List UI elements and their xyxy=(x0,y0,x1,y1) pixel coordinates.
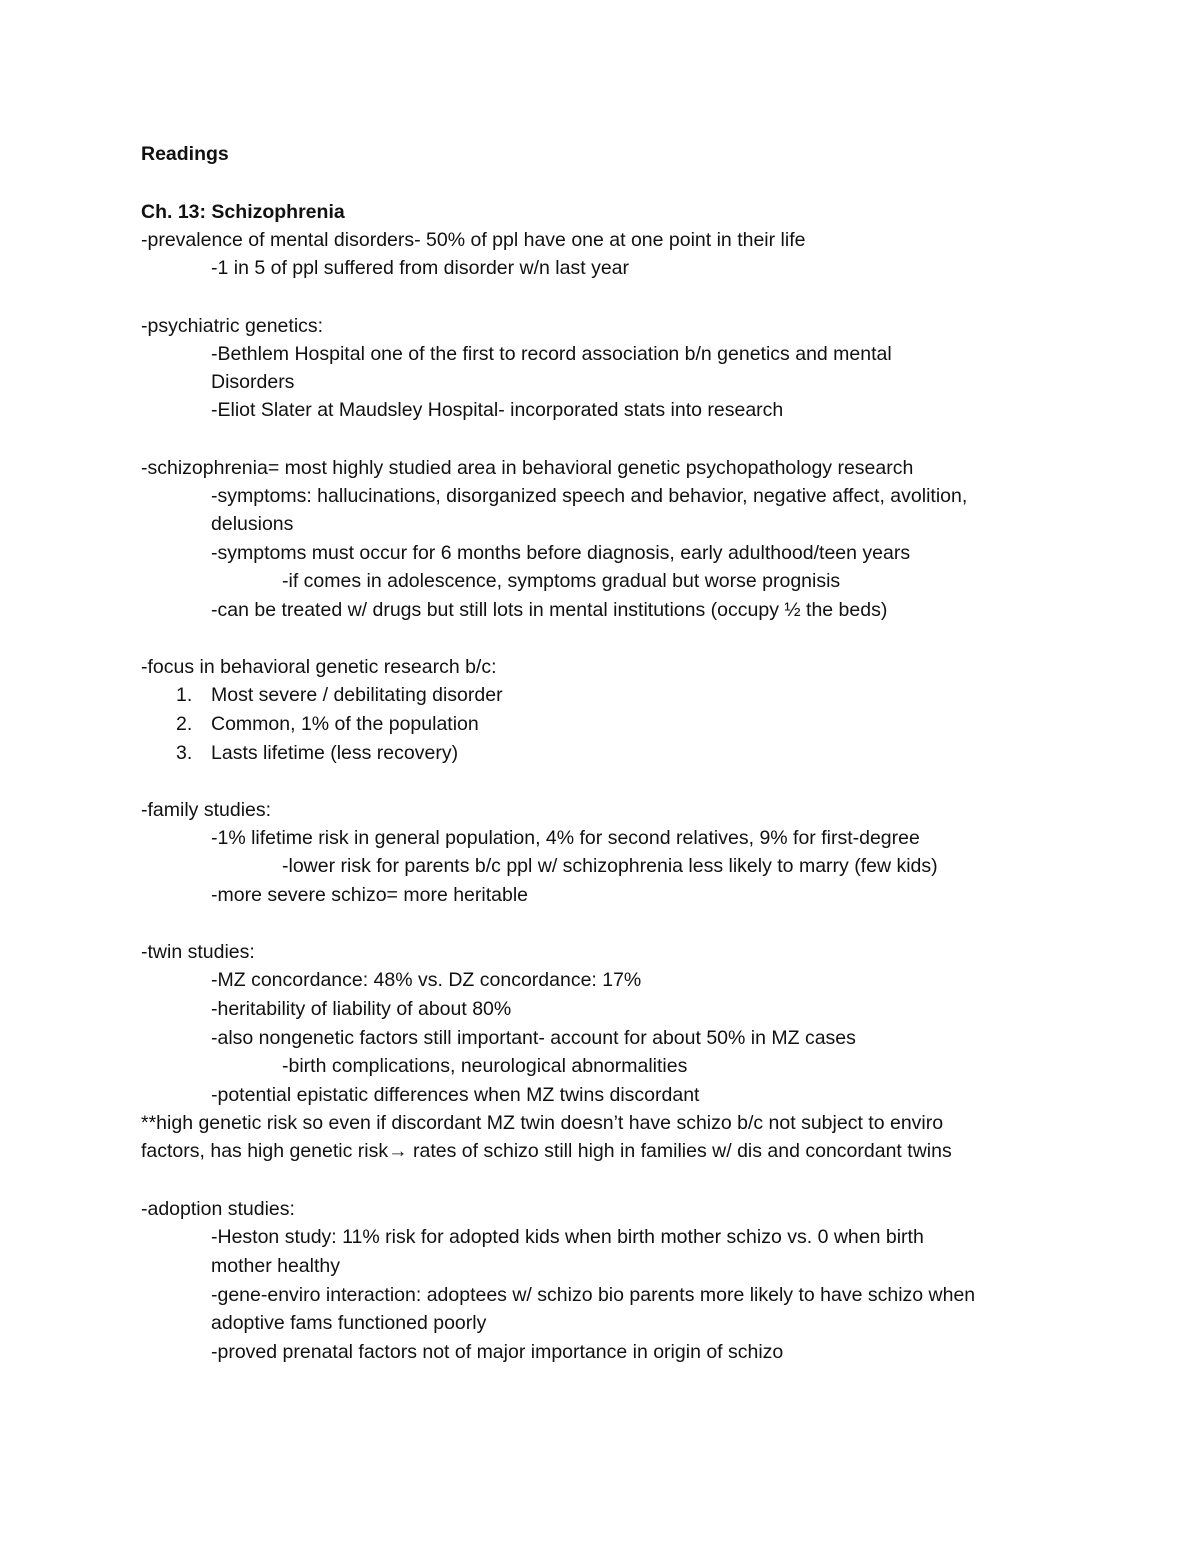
focus-title: -focus in behavioral genetic research b/c: xyxy=(141,656,497,678)
adoption-title: -adoption studies: xyxy=(141,1198,295,1220)
symptoms-line-cont: delusions xyxy=(211,513,294,535)
heston-line-cont: mother healthy xyxy=(211,1255,340,1277)
psychiatric-genetics-title: -psychiatric genetics: xyxy=(141,315,324,337)
gene-enviro-line-cont: adoptive fams functioned poorly xyxy=(211,1312,487,1334)
heading: Readings xyxy=(141,143,229,165)
chapter-title: Ch. 13: Schizophrenia xyxy=(141,201,345,223)
duration-line: -symptoms must occur for 6 months before diagnosis, early adulthood/teen years xyxy=(211,542,911,564)
prevalence-line: -prevalence of mental disorders- 50% of ppl have one at one point in their life xyxy=(141,229,806,251)
adolescence-line: -if comes in adolescence, symptoms gradual but worse prognisis xyxy=(282,570,841,592)
family-risk-line: -1% lifetime risk in general population, 4% for second relatives, 9% for first-degree xyxy=(211,827,920,849)
list-item: Lasts lifetime (less recovery) xyxy=(211,742,459,764)
twin-note-line: **high genetic risk so even if discordant MZ twin doesn’t have schizo b/c not subject to enviro xyxy=(141,1112,944,1134)
twin-epistatic-line: -potential epistatic differences when MZ twins discordant xyxy=(211,1084,700,1106)
list-number: 1. xyxy=(176,684,193,706)
treatment-line: -can be treated w/ drugs but still lots in mental institutions (occupy ½ the beds) xyxy=(211,599,888,621)
schizophrenia-title: -schizophrenia= most highly studied area in behavioral genetic psychopathology research xyxy=(141,457,914,479)
twin-nongenetic-line: -also nongenetic factors still important- account for about 50% in MZ cases xyxy=(211,1027,856,1049)
slater-line: -Eliot Slater at Maudsley Hospital- incorporated stats into research xyxy=(211,399,784,421)
twin-concordance-line: -MZ concordance: 48% vs. DZ concordance: 17% xyxy=(211,969,642,991)
symptoms-line: -symptoms: hallucinations, disorganized speech and behavior, negative affect, avolition, xyxy=(211,485,968,507)
list-number: 3. xyxy=(176,742,193,764)
twin-title: -twin studies: xyxy=(141,941,255,963)
list-item: Most severe / debilitating disorder xyxy=(211,684,503,706)
gene-enviro-line: -gene-enviro interaction: adoptees w/ schizo bio parents more likely to have schizo when xyxy=(211,1284,976,1306)
prenatal-line: -proved prenatal factors not of major importance in origin of schizo xyxy=(211,1341,784,1363)
bethlem-line: -Bethlem Hospital one of the first to record association b/n genetics and mental xyxy=(211,343,892,365)
family-title: -family studies: xyxy=(141,799,272,821)
bethlem-line-cont: Disorders xyxy=(211,371,295,393)
family-severity-line: -more severe schizo= more heritable xyxy=(211,884,529,906)
list-item: Common, 1% of the population xyxy=(211,713,479,735)
family-parents-line: -lower risk for parents b/c ppl w/ schizophrenia less likely to marry (few kids) xyxy=(282,855,938,877)
twin-note-line-cont: factors, has high genetic risk→ rates of schizo still high in families w/ dis and concordant twins xyxy=(141,1140,952,1162)
prevalence-subline: -1 in 5 of ppl suffered from disorder w/n last year xyxy=(211,257,630,279)
twin-complications-line: -birth complications, neurological abnormalities xyxy=(282,1055,688,1077)
twin-heritability-line: -heritability of liability of about 80% xyxy=(211,998,512,1020)
list-number: 2. xyxy=(176,713,193,735)
heston-line: -Heston study: 11% risk for adopted kids when birth mother schizo vs. 0 when birth xyxy=(211,1226,924,1248)
